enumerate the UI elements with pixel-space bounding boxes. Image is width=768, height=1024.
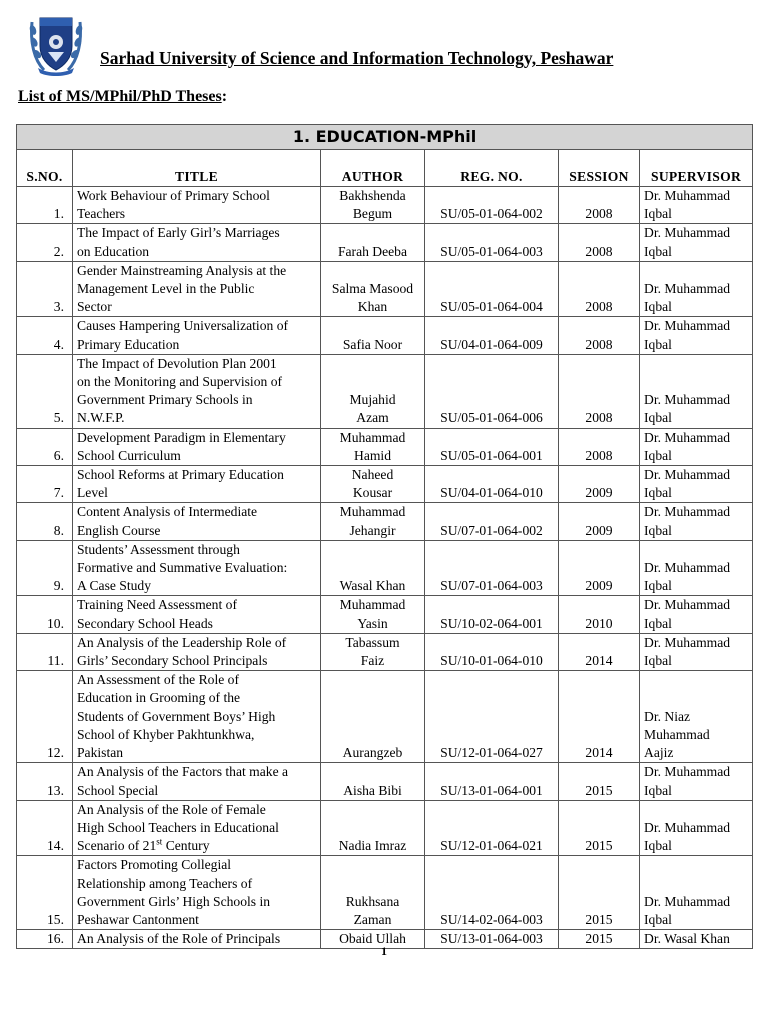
col-header-session: SESSION — [559, 150, 640, 187]
cell-line: Dr. Muhammad — [644, 764, 731, 780]
cell-author — [321, 800, 425, 856]
cell-line: Zaman — [353, 911, 392, 927]
cell-line: Dr. Muhammad — [644, 634, 731, 650]
university-name: Sarhad University of Science and Information Technology, Peshawar — [100, 48, 614, 68]
column-header-row — [17, 150, 753, 187]
cell-line: Management Level in the Public — [77, 281, 255, 297]
cell-reg: SU/04-01-064-010 — [425, 466, 559, 503]
cell-line: Aurangzeb — [342, 745, 403, 761]
cell-line: An Assessment of the Role of — [77, 672, 239, 688]
section-title: 1. EDUCATION-MPhil — [17, 125, 753, 150]
cell-reg: SU/05-01-064-004 — [425, 261, 559, 317]
cell-line: Safia Noor — [342, 336, 403, 352]
table-row — [17, 317, 753, 354]
cell-line: Government Primary Schools in — [77, 392, 253, 408]
cell-line: Girls’ Secondary School Principals — [77, 653, 268, 669]
cell-line: Aisha Bibi — [343, 782, 402, 798]
cell-line: Development Paradigm in Elementary — [77, 429, 286, 445]
cell-sno: 14. — [17, 800, 73, 856]
cell-reg: SU/05-01-064-001 — [425, 428, 559, 465]
cell-line: Scenario of 21st Century — [77, 836, 210, 854]
cell-supervisor — [640, 671, 753, 763]
cell-line: Iqbal — [644, 485, 672, 501]
cell-line: Dr. Niaz — [644, 708, 691, 724]
table-row — [17, 596, 753, 633]
cell-supervisor — [640, 261, 753, 317]
table-row — [17, 633, 753, 670]
table-row — [17, 224, 753, 261]
cell-reg: SU/12-01-064-027 — [425, 671, 559, 763]
cell-line: Dr. Muhammad — [644, 188, 731, 203]
cell-line: Iqbal — [644, 299, 672, 315]
cell-line: Muhammad — [339, 504, 406, 520]
cell-line: Dr. Muhammad — [644, 819, 731, 835]
cell-sno: 6. — [17, 428, 73, 465]
cell-line: A Case Study — [77, 578, 152, 594]
cell-sno: 1. — [17, 187, 73, 224]
cell-line: Relationship among Teachers of — [77, 875, 253, 891]
cell-sno: 9. — [17, 540, 73, 596]
cell-author — [321, 596, 425, 633]
cell-author — [321, 261, 425, 317]
cell-line: Rukhsana — [345, 893, 400, 909]
cell-author — [321, 633, 425, 670]
cell-line: Secondary School Heads — [77, 615, 213, 631]
cell-line: Salma Masood — [331, 281, 414, 297]
cell-reg: SU/13-01-064-001 — [425, 763, 559, 800]
cell-line: Iqbal — [644, 653, 672, 669]
cell-author — [321, 317, 425, 354]
cell-line: N.W.F.P. — [77, 410, 125, 426]
cell-line: Farah Deeba — [337, 243, 408, 259]
cell-line: Naheed — [351, 467, 394, 483]
table-row — [17, 856, 753, 930]
table-row — [17, 261, 753, 317]
cell-title — [73, 503, 321, 540]
cell-session: 2015 — [559, 930, 640, 949]
cell-line: Dr. Wasal Khan — [644, 931, 730, 947]
cell-title — [73, 856, 321, 930]
col-header-supervisor: SUPERVISOR — [640, 150, 753, 187]
cell-session: 2014 — [559, 633, 640, 670]
cell-sno: 15. — [17, 856, 73, 930]
cell-line: School Curriculum — [77, 447, 181, 463]
cell-sno: 4. — [17, 317, 73, 354]
list-title-colon: : — [221, 88, 228, 105]
cell-title — [73, 354, 321, 428]
cell-line: Begum — [352, 206, 393, 222]
cell-author — [321, 354, 425, 428]
document-header — [22, 12, 742, 82]
cell-line: Dr. Muhammad — [644, 318, 731, 334]
cell-line: Muhammad — [644, 726, 710, 742]
cell-sno: 10. — [17, 596, 73, 633]
cell-line: Primary Education — [77, 336, 180, 352]
cell-reg: SU/10-02-064-001 — [425, 596, 559, 633]
cell-line: The Impact of Early Girl’s Marriages — [77, 225, 280, 241]
cell-line: Nadia Imraz — [338, 838, 407, 854]
cell-line: Iqbal — [644, 243, 672, 259]
cell-author — [321, 224, 425, 261]
cell-line: Peshawar Cantonment — [77, 911, 199, 927]
cell-line: Work Behaviour of Primary School — [77, 188, 270, 203]
cell-title — [73, 317, 321, 354]
cell-line: Azam — [356, 410, 389, 426]
table-body — [17, 187, 753, 949]
table-row — [17, 428, 753, 465]
cell-line: Jehangir — [349, 522, 396, 538]
cell-session: 2009 — [559, 503, 640, 540]
cell-line: School of Khyber Pakhtunkhwa, — [77, 726, 255, 742]
cell-line: Causes Hampering Universalization of — [77, 318, 289, 334]
cell-session: 2008 — [559, 354, 640, 428]
cell-line: An Analysis of the Leadership Role of — [77, 634, 287, 650]
cell-line: Dr. Muhammad — [644, 597, 731, 613]
cell-line: An Analysis of the Factors that make a — [77, 764, 289, 780]
cell-sno: 2. — [17, 224, 73, 261]
cell-line: Wasal Khan — [339, 578, 406, 594]
cell-line: Dr. Muhammad — [644, 893, 731, 909]
cell-reg: SU/05-01-064-002 — [425, 187, 559, 224]
cell-author — [321, 763, 425, 800]
cell-line: Pakistan — [77, 745, 124, 761]
cell-supervisor — [640, 596, 753, 633]
cell-author — [321, 187, 425, 224]
cell-session: 2009 — [559, 466, 640, 503]
cell-title — [73, 633, 321, 670]
cell-line: Kousar — [352, 485, 393, 501]
cell-supervisor — [640, 187, 753, 224]
cell-reg: SU/07-01-064-003 — [425, 540, 559, 596]
cell-supervisor — [640, 224, 753, 261]
cell-sno: 11. — [17, 633, 73, 670]
cell-sno: 7. — [17, 466, 73, 503]
cell-session: 2008 — [559, 187, 640, 224]
cell-title — [73, 540, 321, 596]
cell-author — [321, 428, 425, 465]
cell-line: Dr. Muhammad — [644, 467, 731, 483]
cell-sno: 16. — [17, 930, 73, 949]
cell-reg: SU/07-01-064-002 — [425, 503, 559, 540]
cell-line: Bakhshenda — [339, 188, 406, 203]
cell-line: Aajiz — [644, 745, 674, 761]
cell-supervisor — [640, 633, 753, 670]
cell-title — [73, 763, 321, 800]
cell-line: School Reforms at Primary Education — [77, 467, 284, 483]
cell-session: 2008 — [559, 261, 640, 317]
cell-reg: SU/05-01-064-006 — [425, 354, 559, 428]
col-header-reg: REG. NO. — [425, 150, 559, 187]
cell-line: Yasin — [357, 615, 388, 631]
cell-session: 2015 — [559, 856, 640, 930]
cell-line: Dr. Muhammad — [644, 281, 731, 297]
cell-line: Factors Promoting Collegial — [77, 857, 232, 873]
cell-supervisor — [640, 428, 753, 465]
cell-supervisor — [640, 800, 753, 856]
cell-line: Students of Government Boys’ High — [77, 708, 276, 724]
cell-author — [321, 466, 425, 503]
cell-line: Iqbal — [644, 410, 672, 426]
cell-line: English Course — [77, 522, 161, 538]
cell-line: Iqbal — [644, 615, 672, 631]
col-header-sno: S.NO. — [17, 150, 73, 187]
cell-author — [321, 503, 425, 540]
cell-line: Dr. Muhammad — [644, 225, 731, 241]
cell-reg: SU/12-01-064-021 — [425, 800, 559, 856]
table-row — [17, 671, 753, 763]
table-row — [17, 354, 753, 428]
col-header-title: TITLE — [73, 150, 321, 187]
cell-supervisor — [640, 466, 753, 503]
cell-line: School Special — [77, 782, 159, 798]
cell-line: Khan — [357, 299, 388, 315]
cell-sno: 5. — [17, 354, 73, 428]
cell-line: Sector — [77, 299, 112, 315]
cell-line: Iqbal — [644, 447, 672, 463]
cell-line: Content Analysis of Intermediate — [77, 504, 258, 520]
cell-line: Iqbal — [644, 206, 672, 222]
table-row — [17, 763, 753, 800]
list-title — [18, 88, 227, 106]
cell-sno: 3. — [17, 261, 73, 317]
cell-author — [321, 856, 425, 930]
cell-line: Dr. Muhammad — [644, 429, 731, 445]
cell-line: Iqbal — [644, 782, 672, 798]
cell-session: 2015 — [559, 763, 640, 800]
cell-session: 2008 — [559, 224, 640, 261]
cell-author — [321, 671, 425, 763]
cell-reg: SU/04-01-064-009 — [425, 317, 559, 354]
cell-line: The Impact of Devolution Plan 2001 — [77, 355, 277, 371]
cell-line: Government Girls’ High Schools in — [77, 893, 271, 909]
cell-title — [73, 224, 321, 261]
cell-line: Obaid Ullah — [339, 931, 406, 947]
table-row — [17, 503, 753, 540]
cell-line: Tabassum — [345, 634, 400, 650]
cell-line: An Analysis of the Role of Principals — [77, 931, 281, 947]
theses-table — [16, 124, 753, 949]
cell-session: 2015 — [559, 800, 640, 856]
cell-supervisor — [640, 354, 753, 428]
cell-line: Iqbal — [644, 522, 672, 538]
cell-line: Dr. Muhammad — [644, 504, 731, 520]
page-number: 1 — [381, 944, 387, 958]
section-header-row — [17, 125, 753, 150]
cell-line: Iqbal — [644, 578, 672, 594]
cell-sno: 12. — [17, 671, 73, 763]
cell-line: on Education — [77, 243, 150, 259]
cell-line: Faiz — [360, 653, 385, 669]
table-row — [17, 466, 753, 503]
cell-line: Iqbal — [644, 911, 672, 927]
cell-title — [73, 671, 321, 763]
col-header-author: AUTHOR — [321, 150, 425, 187]
cell-supervisor — [640, 856, 753, 930]
cell-title — [73, 596, 321, 633]
cell-title — [73, 800, 321, 856]
table-row — [17, 540, 753, 596]
cell-reg: SU/05-01-064-003 — [425, 224, 559, 261]
cell-line: on the Monitoring and Supervision of — [77, 374, 283, 390]
cell-supervisor — [640, 503, 753, 540]
cell-line: Iqbal — [644, 336, 672, 352]
table-row — [17, 187, 753, 224]
cell-line: Formative and Summative Evaluation: — [77, 560, 288, 576]
cell-line: Education in Grooming of the — [77, 690, 241, 706]
cell-line: Gender Mainstreaming Analysis at the — [77, 262, 287, 278]
cell-title — [73, 466, 321, 503]
cell-line: An Analysis of the Role of Female — [77, 801, 266, 817]
cell-title — [73, 428, 321, 465]
cell-line: Iqbal — [644, 838, 672, 854]
university-crest-icon — [22, 12, 90, 78]
cell-line: Hamid — [354, 447, 391, 463]
cell-session: 2014 — [559, 671, 640, 763]
cell-session: 2008 — [559, 428, 640, 465]
cell-supervisor — [640, 763, 753, 800]
cell-line: Level — [77, 485, 108, 501]
cell-sno: 13. — [17, 763, 73, 800]
cell-reg: SU/10-01-064-010 — [425, 633, 559, 670]
cell-sno: 8. — [17, 503, 73, 540]
list-title-text: List of MS/MPhil/PhD Theses — [18, 88, 222, 105]
cell-line: Dr. Muhammad — [644, 560, 731, 576]
cell-line: Dr. Muhammad — [644, 392, 731, 408]
cell-session: 2008 — [559, 317, 640, 354]
table-row — [17, 800, 753, 856]
cell-supervisor — [640, 540, 753, 596]
cell-session: 2009 — [559, 540, 640, 596]
cell-line: Students’ Assessment through — [77, 541, 240, 557]
cell-line: Muhammad — [339, 429, 406, 445]
cell-author — [321, 540, 425, 596]
cell-line: Mujahid — [349, 392, 396, 408]
cell-session: 2010 — [559, 596, 640, 633]
cell-reg: SU/13-01-064-003 — [425, 930, 559, 949]
cell-line: Training Need Assessment of — [77, 597, 237, 613]
cell-line: Teachers — [77, 206, 126, 222]
cell-title — [73, 187, 321, 224]
cell-line: High School Teachers in Educational — [77, 819, 279, 835]
cell-reg: SU/14-02-064-003 — [425, 856, 559, 930]
cell-title — [73, 261, 321, 317]
cell-supervisor — [640, 317, 753, 354]
cell-line: Muhammad — [339, 597, 406, 613]
